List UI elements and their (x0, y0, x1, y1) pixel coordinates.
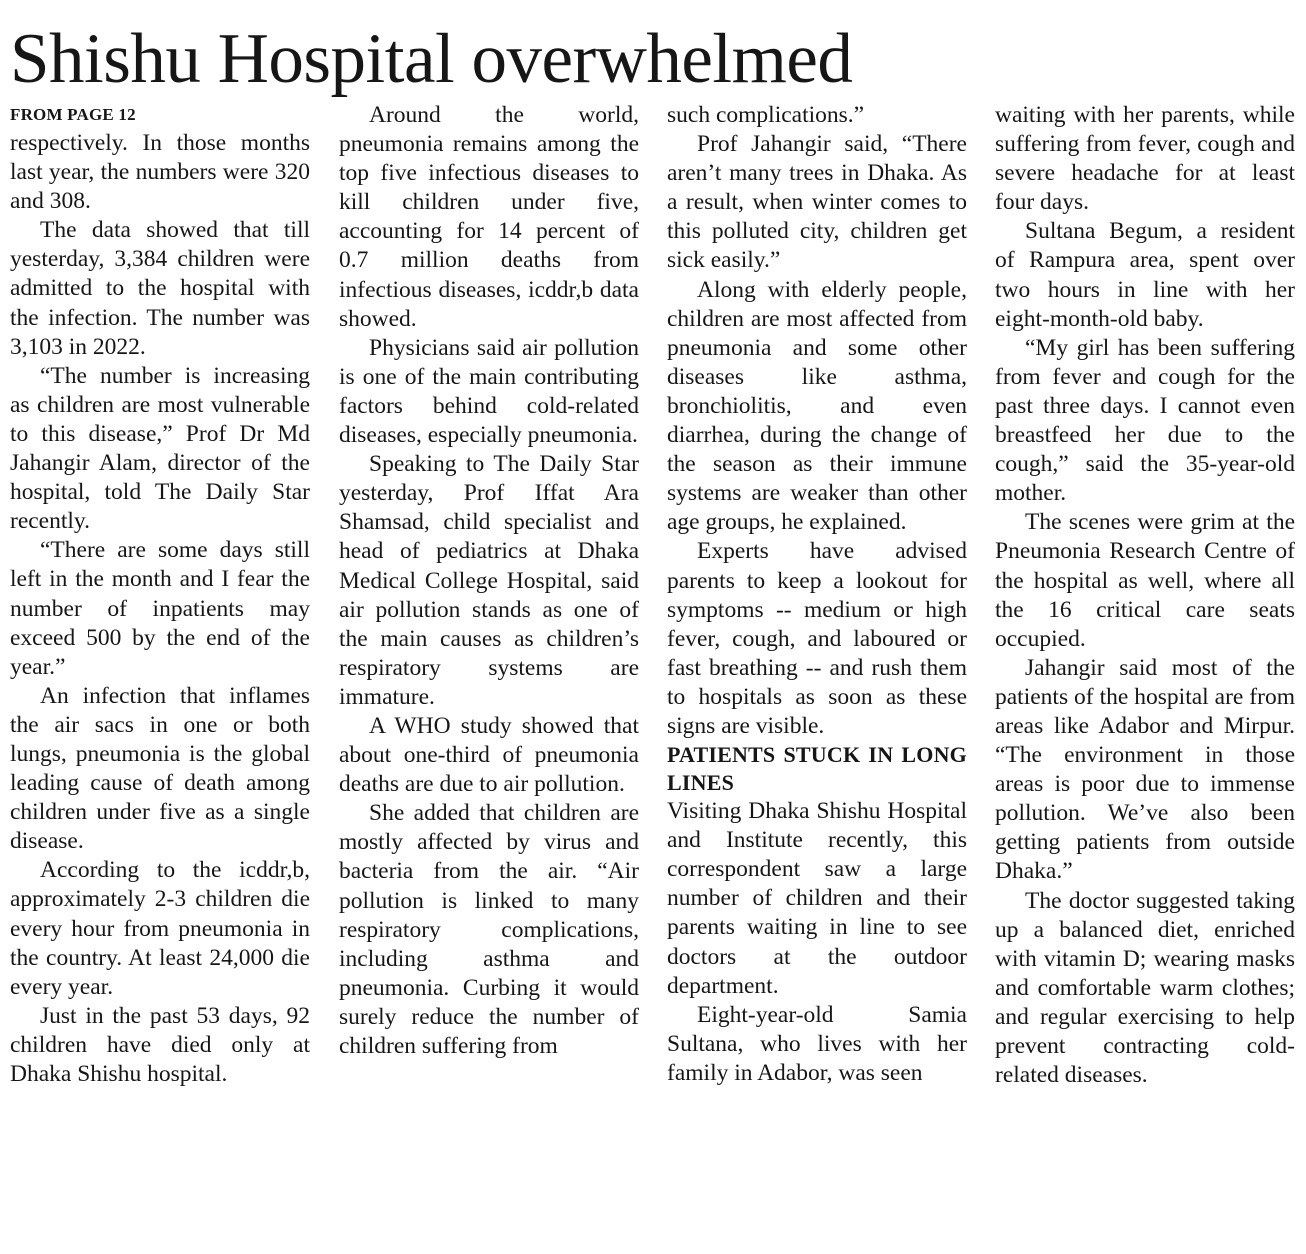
paragraph: A WHO study showed that about one-third of pneumonia deaths are due to air pollution. (339, 712, 639, 798)
paragraph: Along with elderly people, children are most affected from pneumonia and some other diseases like asthma, bronchiolitis, and even diarrhea, during the change of the season as their immune systems are weaker than other age groups, he explained. (667, 276, 967, 536)
paragraph: Around the world, pneumonia remains among the top five infectious diseases to kill children under five, accounting for 14 percent of 0.7 million deaths from infectious diseases, icddr,b data showed. (339, 102, 639, 332)
paragraph: Sultana Begum, a resident of Rampura area, spent over two hours in line with her eight-month-old baby. (995, 218, 1295, 332)
paragraph: She added that children are mostly affected by virus and bacteria from the air. “Air pollution is linked to many respiratory complications, including asthma and pneumonia. Curbing it would surely reduce the number of children suffering from (339, 800, 639, 1059)
paragraph: The data showed that till yesterday, 3,384 children were admitted to the hospital with the infection. The number was 3,103 in 2022. (10, 217, 310, 360)
paragraph: Physicians said air pollution is one of the main contributing factors behind cold-related diseases, especially pneumonia. (339, 334, 639, 449)
paragraph: waiting with her parents, while suffering from fever, cough and severe headache for at least four days. (995, 102, 1295, 216)
paragraph: such complications.” (667, 102, 865, 128)
paragraph: An infection that inflames the air sacs in one or both lungs, pneumonia is the global leading cause of death among children under five as a single disease. (10, 682, 310, 855)
article-column-4 (995, 101, 1295, 1090)
headline: Shishu Hospital overwhelmed (10, 20, 853, 98)
paragraph: Speaking to The Daily Star yesterday, Prof Iffat Ara Shamsad, child specialist and head of pediatrics at Dhaka Medical College Hospital, said air pollution stands as one of the main causes as children’s respiratory systems are immature. (339, 451, 639, 710)
article-column-1 (10, 101, 310, 1089)
article-column-3 (667, 101, 967, 1088)
paragraph: Visiting Dhaka Shishu Hospital and Institute recently, this correspondent saw a large number of children and their parents waiting in line to see doctors at the outdoor department. (667, 798, 967, 999)
paragraph: respectively. In those months last year, the numbers were 320 and 308. (10, 130, 310, 215)
paragraph: Prof Jahangir said, “There aren’t many trees in Dhaka. As a result, when winter comes to this polluted city, children get sick easily.” (667, 131, 967, 274)
continued-from-kicker: FROM PAGE 12 (10, 105, 136, 124)
paragraph: Eight-year-old Samia Sultana, who lives with her family in Adabor, was seen (667, 1001, 967, 1086)
section-subhead: PATIENTS STUCK IN LONG LINES (667, 742, 967, 796)
paragraph: “The number is increasing as children are most vulnerable to this disease,” Prof Dr Md Jahangir Alam, director of the hospital, told The Daily Star recently. (10, 362, 310, 535)
paragraph: Experts have advised parents to keep a lookout for symptoms -- medium or high fever, cough, and laboured or fast breathing -- and rush them to hospitals as soon as these signs are visible. (667, 538, 967, 739)
paragraph: Jahangir said most of the patients of the hospital are from areas like Adabor and Mirpur. “The environment in those areas is poor due to immense pollution. We’ve also been getting patients from outside Dhaka.” (995, 654, 1295, 885)
article-column-2 (339, 101, 639, 1061)
paragraph: The doctor suggested taking up a balanced diet, enriched with vitamin D; wearing masks and comfortable warm clothes; and regular exercising to help prevent contracting cold-related diseases. (995, 887, 1295, 1089)
paragraph: “There are some days still left in the month and I fear the number of inpatients may exceed 500 by the end of the year.” (10, 537, 310, 680)
paragraph: Just in the past 53 days, 92 children have died only at Dhaka Shishu hospital. (10, 1002, 310, 1087)
paragraph: According to the icddr,b, approximately 2-3 children die every hour from pneumonia in the country. At least 24,000 die every year. (10, 857, 310, 1000)
paragraph: The scenes were grim at the Pneumonia Research Centre of the hospital as well, where all the 16 critical care seats occupied. (995, 509, 1295, 652)
paragraph: “My girl has been suffering from fever and cough for the past three days. I cannot even breastfeed her due to the cough,” said the 35-year-old mother. (995, 334, 1295, 507)
